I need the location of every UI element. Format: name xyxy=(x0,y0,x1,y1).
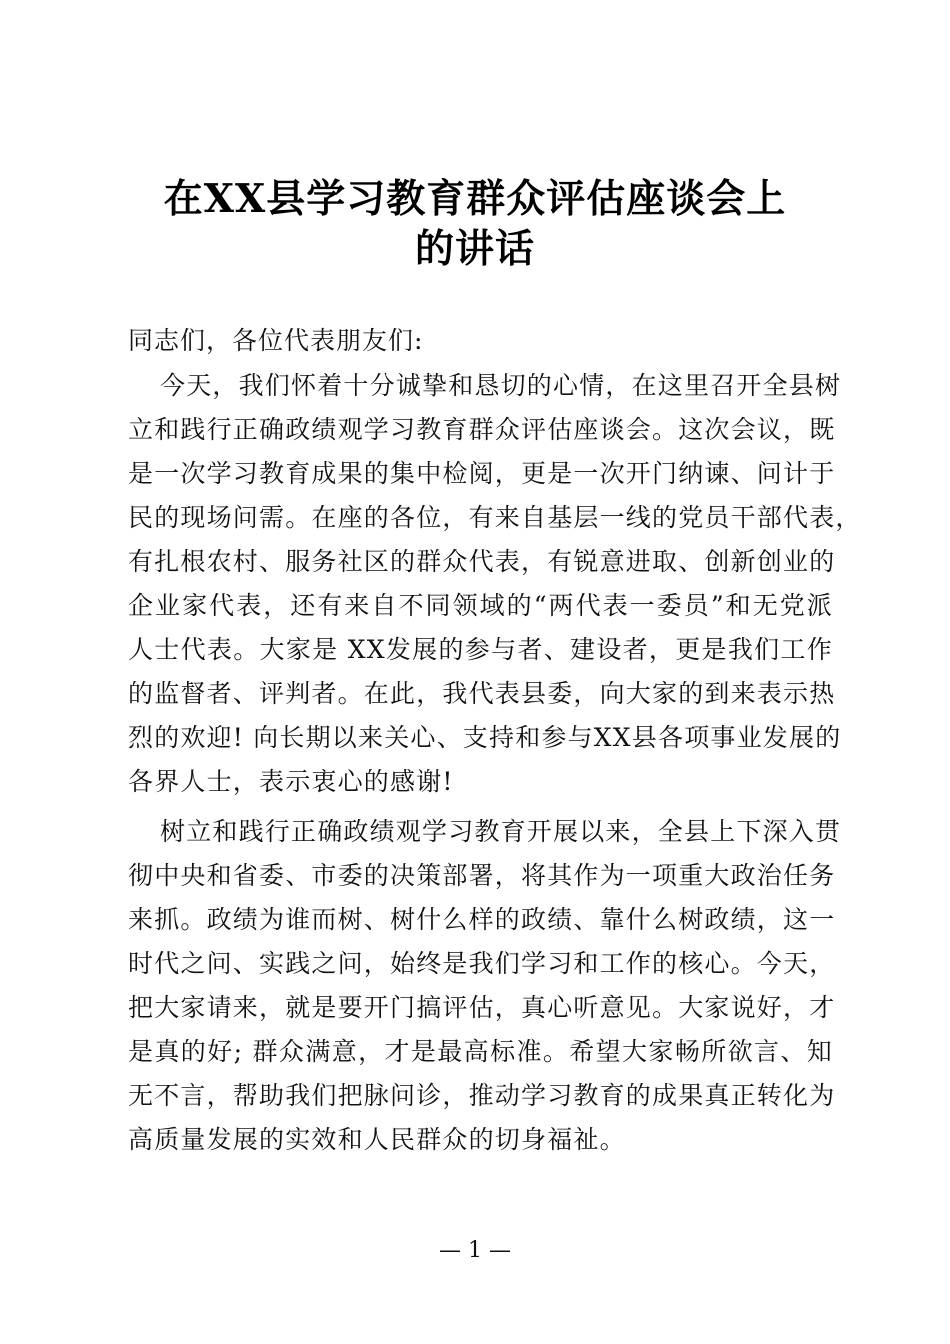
document-title-line-2: 的讲话 xyxy=(414,226,535,272)
paragraph-line: 无不言，帮助我们把脉问诊，推动学习教育的成果真正转化为 xyxy=(128,1081,836,1110)
paragraph-line: 今天，我们怀着十分诚挚和恳切的心情，在这里召开全县树 xyxy=(160,371,842,400)
paragraph-line: 彻中央和省委、市委的决策部署，将其作为一项重大政治任务 xyxy=(128,861,836,890)
paragraph-line: 的监督者、评判者。在此，我代表县委，向大家的到来表示热 xyxy=(128,679,836,708)
paragraph-line: 人士代表。大家是 XX发展的参与者、建设者，更是我们工作 xyxy=(128,635,833,664)
paragraph-line: 烈的欢迎! 向长期以来关心、支持和参与XX县各项事业发展的 xyxy=(128,723,842,752)
paragraph-line: 立和践行正确政绩观学习教育群众评估座谈会。这次会议，既 xyxy=(128,415,836,444)
paragraph-line: 把大家请来，就是要开门搞评估，真心听意见。大家说好，才 xyxy=(128,993,836,1022)
paragraph-line: 民的现场问需。在座的各位，有来自基层一线的党员干部代表， xyxy=(128,503,862,532)
body-paragraph-1 xyxy=(128,364,862,804)
paragraph-line: 来抓。政绩为谁而树、树什么样的政绩、靠什么树政绩，这一 xyxy=(128,905,836,934)
body-paragraph-2 xyxy=(128,810,842,1162)
paragraph-line: 是一次学习教育成果的集中检阅，更是一次开门纳谏、问计于 xyxy=(128,459,836,488)
salutation: 同志们，各位代表朋友们: xyxy=(128,326,424,355)
paragraph-line: 有扎根农村、服务社区的群众代表，有锐意进取、创新创业的 xyxy=(128,547,836,576)
page-number: — 1 — xyxy=(439,1238,511,1263)
paragraph-line: 时代之问、实践之问，始终是我们学习和工作的核心。今天， xyxy=(128,949,836,978)
paragraph-line: 高质量发展的实效和人民群众的切身福祉。 xyxy=(128,1125,626,1154)
paragraph-line: 各界人士，表示衷心的感谢! xyxy=(128,767,454,796)
paragraph-line: 是真的好; 群众满意，才是最高标准。希望大家畅所欲言、知 xyxy=(128,1037,833,1066)
paragraph-line: 企业家代表，还有来自不同领域的“两代表一委员”和无党派 xyxy=(128,591,833,620)
paragraph-line: 树立和践行正确政绩观学习教育开展以来，全县上下深入贯 xyxy=(160,817,842,846)
document-title-line-1: 在XX县学习教育群众评估座谈会上 xyxy=(163,176,787,222)
